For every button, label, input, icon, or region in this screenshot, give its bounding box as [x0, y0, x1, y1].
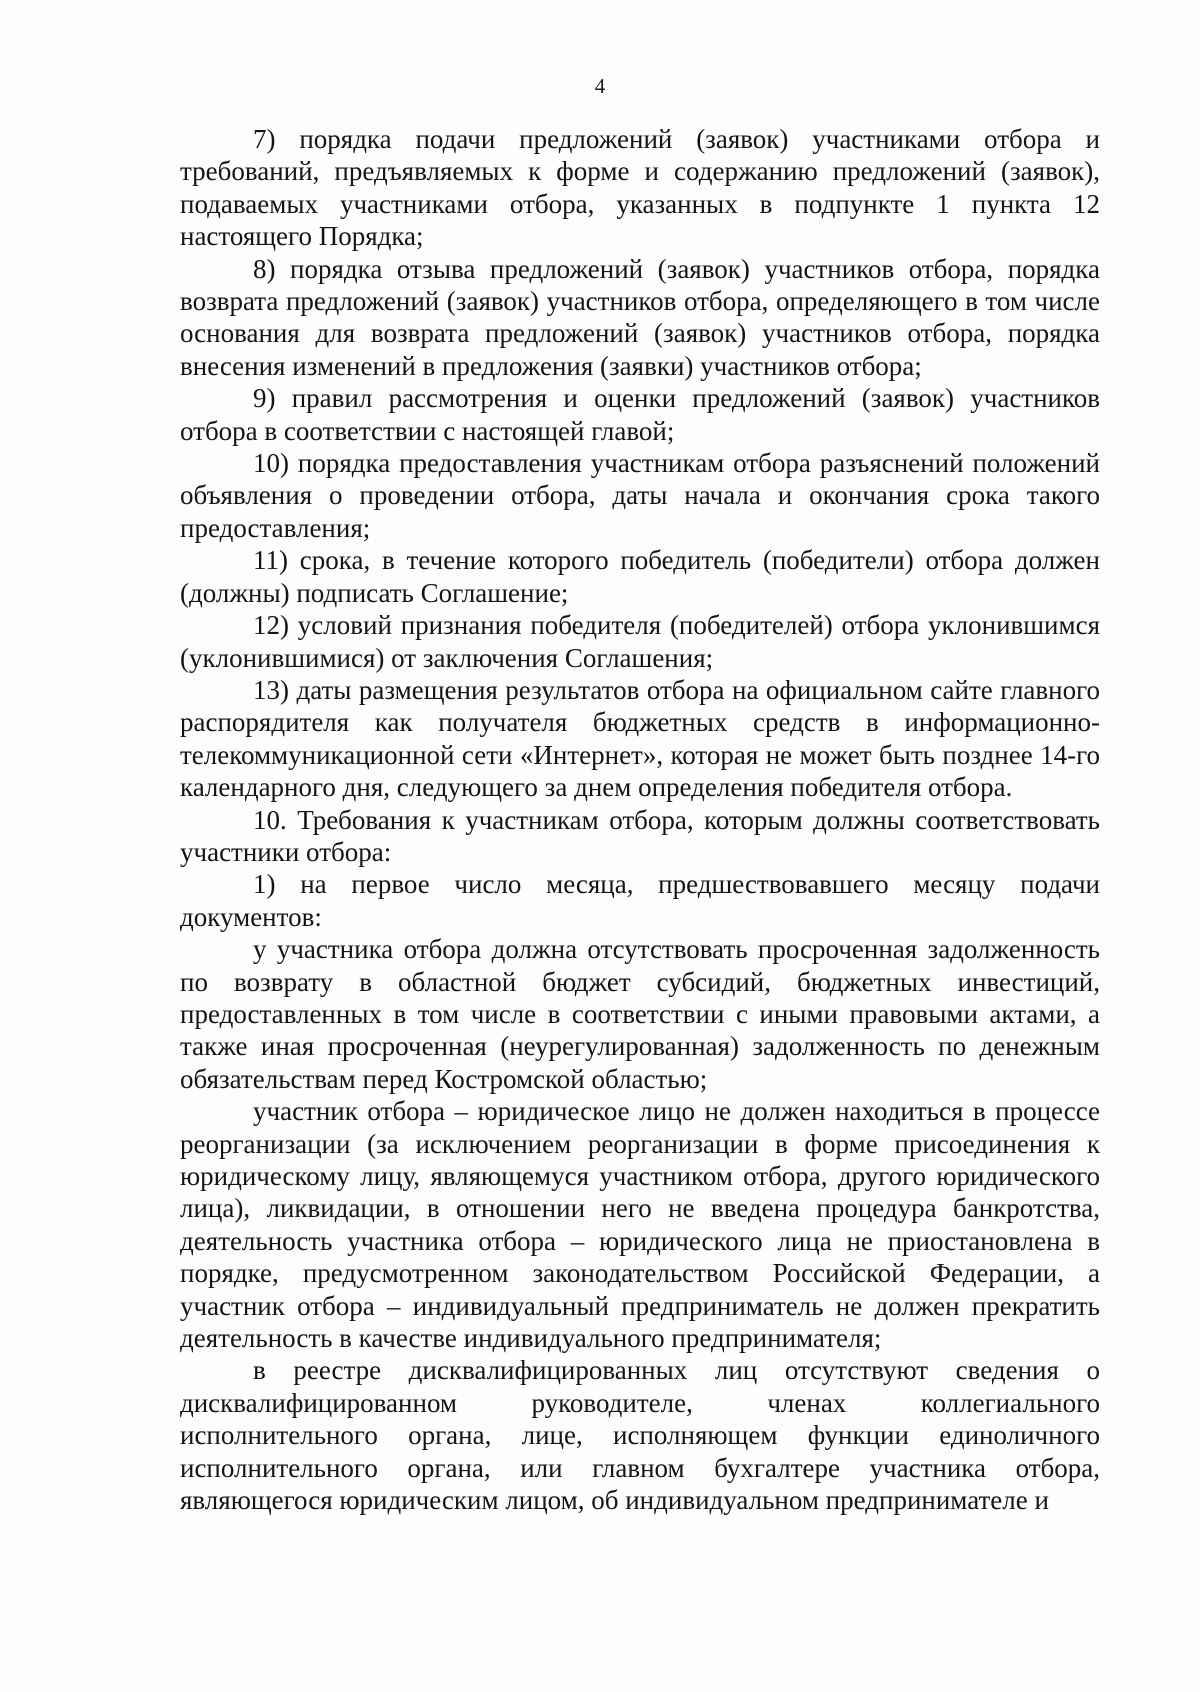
- paragraph-section-10: 10. Требования к участникам отбора, которым должны соответствовать участники отбора:: [180, 804, 1100, 867]
- paragraph-reorganization-requirement: участник отбора – юридическое лицо не должен находиться в процессе реорганизации (за исключением реорганизации в форме присоединения к юридическому лицу, являющемуся участником отбора, другого юридического лица), ликвидации, в отношении него не введена процедура банкротства, деятельность участника отбора – юридического лица не приостановлена в порядке, предусмотренном законодательством Российской Федерации, а участник отбора – индивидуальный предприниматель не должен прекратить деятельность в качестве индивидуального предпринимателя;: [180, 1096, 1100, 1354]
- paragraph-item-12: 12) условий признания победителя (победителей) отбора уклонившимся (уклонившимися) от заключения Соглашения;: [180, 610, 1100, 673]
- paragraph-item-8: 8) порядка отзыва предложений (заявок) участников отбора, порядка возврата предложений (заявок) участников отбора, определяющего в том числе основания для возврата предложений (заявок) участников отбора, порядка внесения изменений в предложения (заявки) участников отбора;: [180, 253, 1100, 381]
- paragraph-debt-requirement: у участника отбора должна отсутствовать просроченная задолженность по возврату в областной бюджет субсидий, бюджетных инвестиций, предоставленных в том числе в соответствии с иными правовыми актами, а также иная просроченная (неурегулированная) задолженность по денежным обязательствам перед Костромской областью;: [180, 934, 1100, 1094]
- paragraph-item-11: 11) срока, в течение которого победитель (победители) отбора должен (должны) подписать Соглашение;: [180, 545, 1100, 608]
- page-number: 4: [594, 74, 606, 98]
- document-body: [180, 123, 1100, 1516]
- paragraph-item-9: 9) правил рассмотрения и оценки предложений (заявок) участников отбора в соответствии с настоящей главой;: [180, 383, 1100, 446]
- paragraph-subitem-1: 1) на первое число месяца, предшествовавшего месяцу подачи документов:: [180, 869, 1100, 932]
- paragraph-disqualified-registry: в реестре дисквалифицированных лиц отсутствуют сведения о дисквалифицированном руководителе, членах коллегиального исполнительного органа, лице, исполняющем функции единоличного исполнительного органа, или главном бухгалтере участника отбора, являющегося юридическим лицом, об индивидуальном предпринимателе и: [180, 1355, 1100, 1516]
- paragraph-item-7: 7) порядка подачи предложений (заявок) участниками отбора и требований, предъявляемых к форме и содержанию предложений (заявок), подаваемых участниками отбора, указанных в подпункте 1 пункта 12 настоящего Порядка;: [180, 124, 1100, 252]
- paragraph-item-10: 10) порядка предоставления участникам отбора разъяснений положений объявления о проведении отбора, даты начала и окончания срока такого предоставления;: [180, 448, 1100, 543]
- paragraph-item-13: 13) даты размещения результатов отбора на официальном сайте главного распорядителя как получателя бюджетных средств в информационно-телекоммуникационной сети «Интернет», которая не может быть позднее 14-го календарного дня, следующего за днем определения победителя отбора.: [180, 674, 1100, 803]
